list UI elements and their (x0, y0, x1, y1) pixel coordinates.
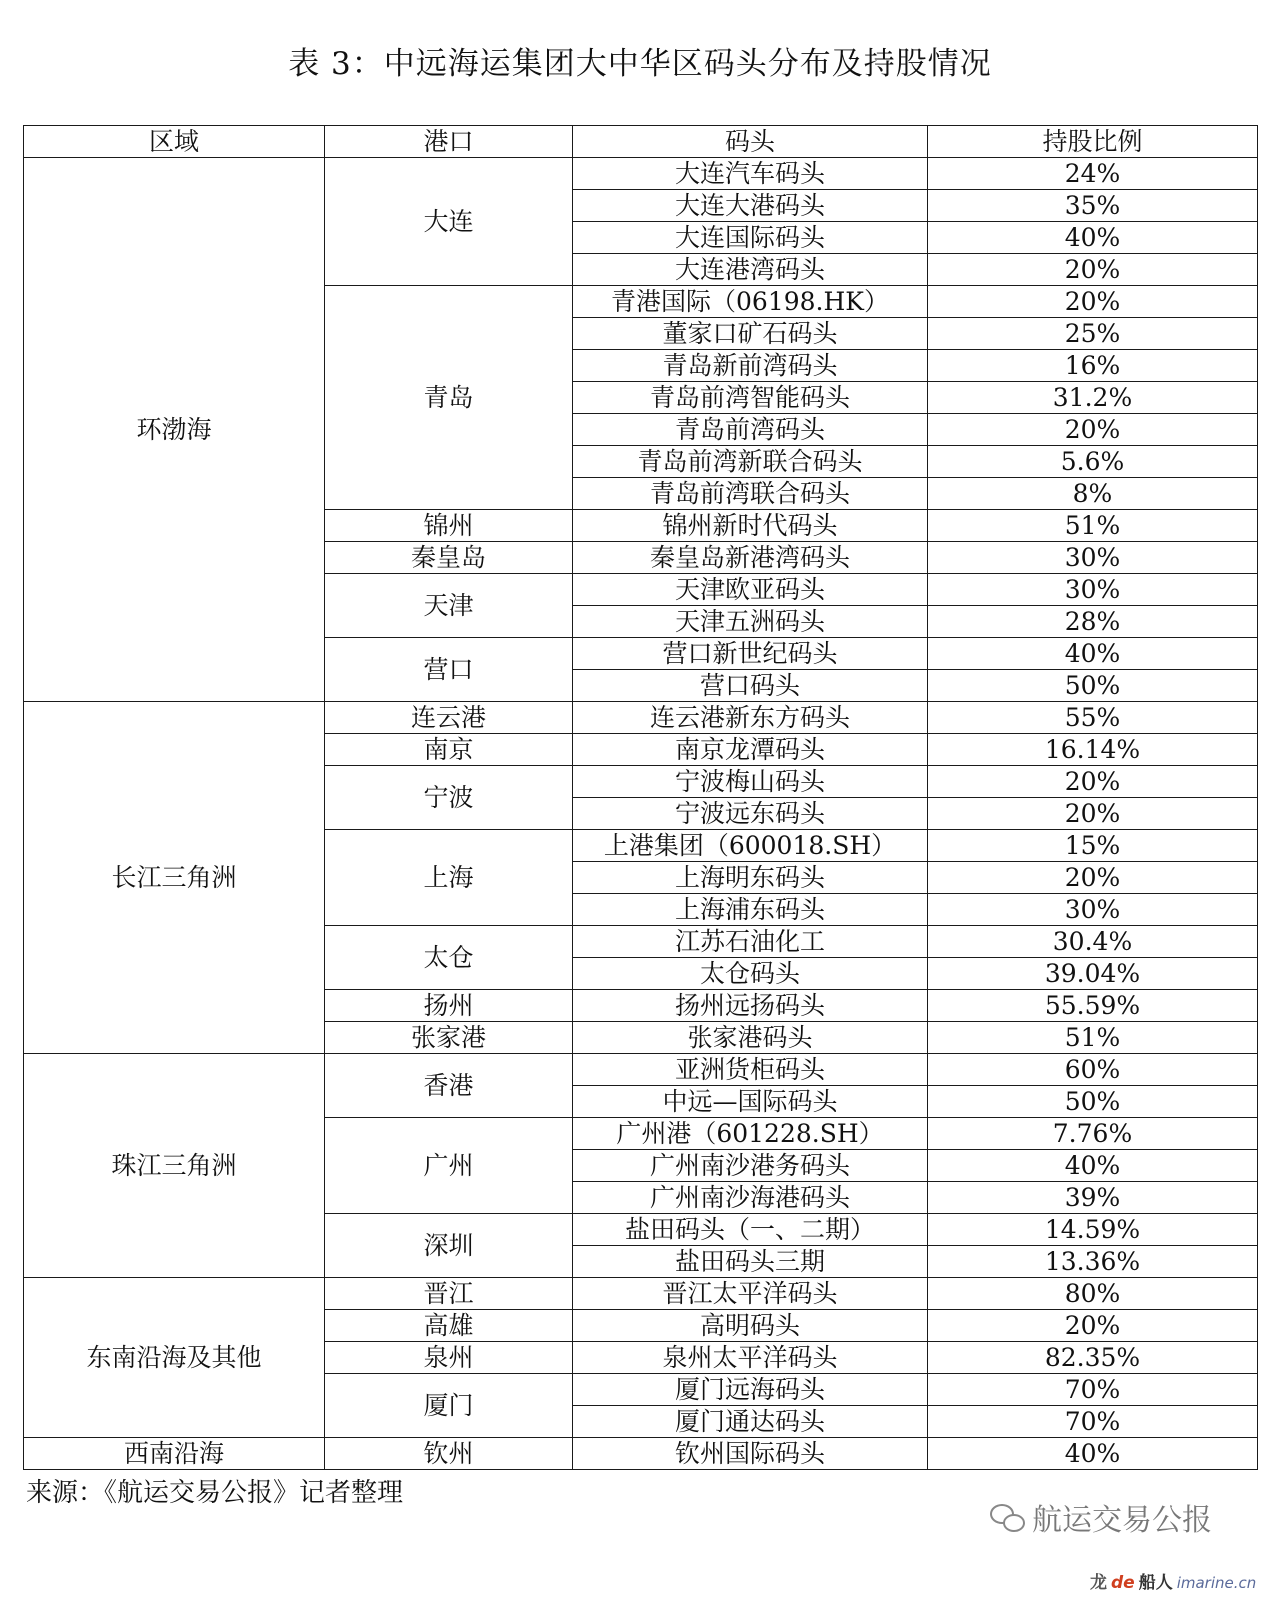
header-port: 港口 (325, 126, 573, 158)
terminal-cell: 大连国际码头 (573, 222, 928, 254)
share-cell: 70% (928, 1374, 1258, 1406)
source-note: 来源：《航运交易公报》记者整理 (26, 1478, 404, 1508)
table-row (24, 1278, 1258, 1310)
port-cell: 钦州 (325, 1438, 573, 1470)
terminal-cell: 盐田码头（一、二期） (573, 1214, 928, 1246)
terminal-cell: 扬州远扬码头 (573, 990, 928, 1022)
watermark-text: 航运交易公报 (1032, 1503, 1212, 1538)
share-cell: 7.76% (928, 1118, 1258, 1150)
page-title: 表 3：中远海运集团大中华区码头分布及持股情况 (288, 46, 992, 82)
share-cell: 50% (928, 1086, 1258, 1118)
terminal-cell: 宁波远东码头 (573, 798, 928, 830)
share-cell: 20% (928, 254, 1258, 286)
share-cell: 40% (928, 222, 1258, 254)
port-cell: 厦门 (325, 1374, 573, 1438)
port-cell: 营口 (325, 638, 573, 702)
share-cell: 8% (928, 478, 1258, 510)
share-cell: 40% (928, 1150, 1258, 1182)
share-cell: 16.14% (928, 734, 1258, 766)
port-cell: 宁波 (325, 766, 573, 830)
share-cell: 20% (928, 798, 1258, 830)
share-cell: 20% (928, 1310, 1258, 1342)
terminal-cell: 大连汽车码头 (573, 158, 928, 190)
share-cell: 25% (928, 318, 1258, 350)
share-cell: 60% (928, 1054, 1258, 1086)
port-cell: 张家港 (325, 1022, 573, 1054)
region-cell: 长江三角洲 (24, 702, 325, 1054)
terminal-cell: 钦州国际码头 (573, 1438, 928, 1470)
region-cell: 西南沿海 (24, 1438, 325, 1470)
terminal-cell: 太仓码头 (573, 958, 928, 990)
terminal-cell: 宁波梅山码头 (573, 766, 928, 798)
terminal-cell: 盐田码头三期 (573, 1246, 928, 1278)
logo-part-1: 龙 (1090, 1573, 1107, 1593)
port-cell: 香港 (325, 1054, 573, 1118)
terminal-cell: 天津五洲码头 (573, 606, 928, 638)
port-cell: 晋江 (325, 1278, 573, 1310)
port-cell: 青岛 (325, 286, 573, 510)
share-cell: 55.59% (928, 990, 1258, 1022)
port-cell: 上海 (325, 830, 573, 926)
logo-part-2: de (1111, 1573, 1135, 1593)
terminal-cell: 上海明东码头 (573, 862, 928, 894)
share-cell: 16% (928, 350, 1258, 382)
terminal-cell: 广州南沙海港码头 (573, 1182, 928, 1214)
terminal-cell: 上港集团（600018.SH） (573, 830, 928, 862)
share-cell: 30% (928, 894, 1258, 926)
header-terminal: 码头 (573, 126, 928, 158)
terminal-cell: 青岛前湾联合码头 (573, 478, 928, 510)
terminal-cell: 青岛新前湾码头 (573, 350, 928, 382)
terminal-cell: 亚洲货柜码头 (573, 1054, 928, 1086)
share-cell: 51% (928, 510, 1258, 542)
share-cell: 39.04% (928, 958, 1258, 990)
terminal-cell: 青岛前湾新联合码头 (573, 446, 928, 478)
table-row (24, 1054, 1258, 1086)
share-cell: 20% (928, 862, 1258, 894)
logo-part-3: 船人 (1138, 1573, 1173, 1593)
port-cell: 高雄 (325, 1310, 573, 1342)
port-cell: 大连 (325, 158, 573, 286)
share-cell: 30.4% (928, 926, 1258, 958)
port-cell: 锦州 (325, 510, 573, 542)
share-cell: 28% (928, 606, 1258, 638)
terminal-cell: 锦州新时代码头 (573, 510, 928, 542)
share-cell: 24% (928, 158, 1258, 190)
terminal-cell: 广州南沙港务码头 (573, 1150, 928, 1182)
terminal-cell: 青岛前湾码头 (573, 414, 928, 446)
port-cell: 扬州 (325, 990, 573, 1022)
share-cell: 13.36% (928, 1246, 1258, 1278)
share-cell: 30% (928, 542, 1258, 574)
share-cell: 31.2% (928, 382, 1258, 414)
terminal-cell: 张家港码头 (573, 1022, 928, 1054)
share-cell: 20% (928, 766, 1258, 798)
port-cell: 泉州 (325, 1342, 573, 1374)
terminal-cell: 营口码头 (573, 670, 928, 702)
terminal-cell: 南京龙潭码头 (573, 734, 928, 766)
port-cell: 广州 (325, 1118, 573, 1214)
port-cell: 深圳 (325, 1214, 573, 1278)
terminal-cell: 广州港（601228.SH） (573, 1118, 928, 1150)
header-region: 区域 (24, 126, 325, 158)
share-cell: 51% (928, 1022, 1258, 1054)
share-cell: 40% (928, 638, 1258, 670)
terminal-cell: 大连大港码头 (573, 190, 928, 222)
share-cell: 70% (928, 1406, 1258, 1438)
terminal-cell: 高明码头 (573, 1310, 928, 1342)
share-cell: 15% (928, 830, 1258, 862)
table-row (24, 158, 1258, 190)
region-cell: 东南沿海及其他 (24, 1278, 325, 1438)
terminal-cell: 天津欧亚码头 (573, 574, 928, 606)
share-cell: 20% (928, 286, 1258, 318)
terminal-cell: 晋江太平洋码头 (573, 1278, 928, 1310)
terminal-cell: 青港国际（06198.HK） (573, 286, 928, 318)
share-cell: 20% (928, 414, 1258, 446)
terminal-cell: 青岛前湾智能码头 (573, 382, 928, 414)
terminal-cell: 中远—国际码头 (573, 1086, 928, 1118)
header-share: 持股比例 (928, 126, 1258, 158)
table-header-row (24, 126, 1258, 158)
share-cell: 5.6% (928, 446, 1258, 478)
share-cell: 80% (928, 1278, 1258, 1310)
share-cell: 39% (928, 1182, 1258, 1214)
terminal-cell: 秦皇岛新港湾码头 (573, 542, 928, 574)
watermark (990, 1495, 1212, 1539)
terminal-cell: 董家口矿石码头 (573, 318, 928, 350)
share-cell: 30% (928, 574, 1258, 606)
wechat-icon (990, 1502, 1024, 1532)
terminal-cell: 厦门通达码头 (573, 1406, 928, 1438)
terminal-cell: 营口新世纪码头 (573, 638, 928, 670)
region-cell: 珠江三角洲 (24, 1054, 325, 1278)
region-cell: 环渤海 (24, 158, 325, 702)
table-body (24, 158, 1258, 1470)
port-cell: 秦皇岛 (325, 542, 573, 574)
site-logo (1090, 1568, 1256, 1593)
terminal-cell: 大连港湾码头 (573, 254, 928, 286)
port-cell: 太仓 (325, 926, 573, 990)
share-cell: 50% (928, 670, 1258, 702)
terminal-cell: 连云港新东方码头 (573, 702, 928, 734)
port-cell: 连云港 (325, 702, 573, 734)
share-cell: 55% (928, 702, 1258, 734)
terminal-cell: 泉州太平洋码头 (573, 1342, 928, 1374)
table-row (24, 1438, 1258, 1470)
logo-domain: imarine.cn (1176, 1574, 1257, 1592)
share-cell: 82.35% (928, 1342, 1258, 1374)
terminal-cell: 厦门远海码头 (573, 1374, 928, 1406)
port-cell: 南京 (325, 734, 573, 766)
terminal-cell: 上海浦东码头 (573, 894, 928, 926)
terminal-cell: 江苏石油化工 (573, 926, 928, 958)
share-cell: 40% (928, 1438, 1258, 1470)
table-row (24, 702, 1258, 734)
share-cell: 14.59% (928, 1214, 1258, 1246)
port-cell: 天津 (325, 574, 573, 638)
share-cell: 35% (928, 190, 1258, 222)
terminal-table (23, 125, 1258, 1470)
